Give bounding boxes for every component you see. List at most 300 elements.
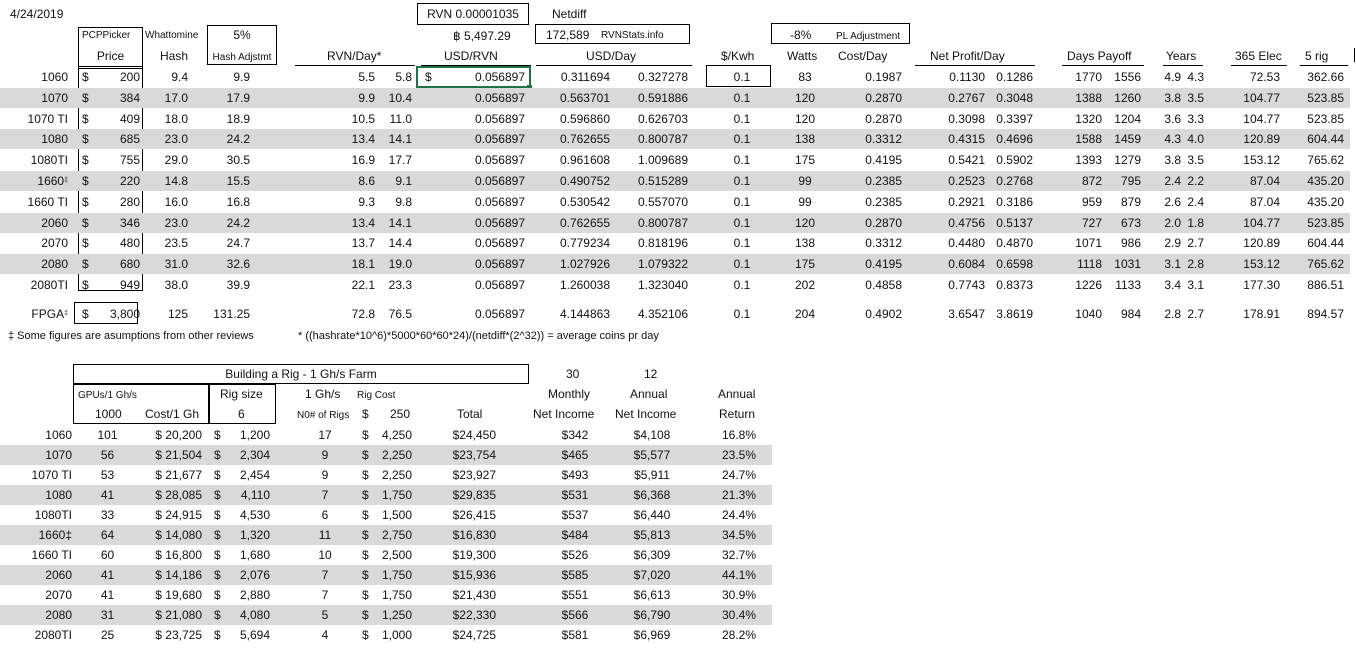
cell-usdrvn[interactable]: 0.056897 bbox=[474, 307, 525, 321]
cell-d1[interactable]: 1118 bbox=[1077, 257, 1102, 272]
cell-usdrvn[interactable]: 0.056897 bbox=[474, 90, 525, 105]
hdr-elec[interactable]: 365 Elec bbox=[1235, 49, 1282, 63]
cell-usdrvn[interactable]: 0.056897 bbox=[474, 236, 525, 251]
cell-y2[interactable]: 1.8 bbox=[1187, 215, 1204, 230]
cell-rvn2[interactable]: 14.1 bbox=[388, 132, 412, 147]
farm-cost[interactable]: $ 16,800 bbox=[155, 548, 202, 562]
cell-y1[interactable]: 3.8 bbox=[1164, 153, 1181, 168]
cell-price[interactable]: 409 bbox=[119, 111, 140, 126]
cell-elec[interactable]: 72.53 bbox=[1249, 70, 1280, 84]
netdiff-value[interactable]: 172,589 bbox=[546, 28, 590, 42]
cell-elec[interactable]: 87.04 bbox=[1249, 174, 1280, 188]
cell-d2[interactable]: 1260 bbox=[1114, 90, 1141, 105]
pl-label[interactable]: PL Adjustment bbox=[836, 31, 901, 42]
cell-rig[interactable]: 435.20 bbox=[1307, 174, 1344, 188]
cell-price[interactable]: 949 bbox=[119, 278, 140, 292]
cell-d1[interactable]: 1040 bbox=[1075, 307, 1102, 321]
farm-rig-cost[interactable]: 2,250 bbox=[381, 448, 412, 462]
farm-rig-price[interactable]: 2,076 bbox=[239, 568, 270, 582]
farm-monthly[interactable]: $537 bbox=[561, 508, 589, 522]
farm-hdr-rigsize[interactable]: Rig size bbox=[220, 387, 263, 401]
note-assumptions[interactable]: ‡ Some figures are asumptions from other reviews bbox=[8, 330, 254, 342]
cell-np1[interactable]: 0.3098 bbox=[948, 111, 985, 126]
cell-usd1[interactable]: 0.311694 bbox=[560, 70, 610, 84]
hdr-years[interactable]: Years bbox=[1166, 49, 1197, 63]
gpu-name[interactable]: 1070 TI bbox=[27, 111, 68, 126]
cell-y1[interactable]: 3.6 bbox=[1164, 111, 1181, 126]
cell-rvn1[interactable]: 8.6 bbox=[358, 174, 375, 188]
cell-usd1[interactable]: 0.762655 bbox=[559, 215, 610, 230]
cell-y2[interactable]: 4.0 bbox=[1187, 132, 1204, 147]
cell-hash[interactable]: 29.0 bbox=[164, 153, 188, 168]
cell-rig[interactable]: 523.85 bbox=[1307, 90, 1344, 105]
cell-d2[interactable]: 879 bbox=[1120, 194, 1141, 209]
cell-d2[interactable]: 986 bbox=[1120, 236, 1141, 251]
cell-np2[interactable]: 0.4696 bbox=[996, 132, 1033, 147]
farm-hdr-250[interactable]: 250 bbox=[390, 407, 411, 421]
cell-rvn2[interactable]: 9.8 bbox=[395, 194, 412, 209]
cell-usd1[interactable]: 1.260038 bbox=[559, 278, 610, 292]
hdr-net-profit[interactable]: Net Profit/Day bbox=[930, 49, 1005, 63]
farm-hdr-total[interactable]: Total bbox=[457, 407, 483, 421]
farm-annual[interactable]: $6,613 bbox=[633, 588, 671, 602]
farm-gpu-name[interactable]: 1660 TI bbox=[31, 548, 72, 562]
cell-hash[interactable]: 31.0 bbox=[164, 257, 188, 272]
farm-nrigs[interactable]: 9 bbox=[321, 468, 329, 482]
cell-rig[interactable]: 523.85 bbox=[1307, 111, 1344, 126]
farm-annual[interactable]: $6,440 bbox=[633, 508, 671, 522]
cell-hash[interactable]: 14.8 bbox=[164, 174, 188, 188]
cell-rig[interactable]: 604.44 bbox=[1307, 236, 1344, 251]
cell-np2[interactable]: 0.3397 bbox=[996, 111, 1033, 126]
farm-gpus[interactable]: 60 bbox=[100, 548, 115, 562]
cell-elec[interactable]: 120.89 bbox=[1243, 236, 1280, 251]
cell-np2[interactable]: 0.2768 bbox=[996, 174, 1033, 188]
cell-hadj[interactable]: 18.9 bbox=[226, 111, 250, 126]
hdr-cost-day[interactable]: Cost/Day bbox=[838, 49, 888, 63]
cell-elec[interactable]: 153.12 bbox=[1243, 153, 1280, 168]
cell-y2[interactable]: 2.4 bbox=[1187, 194, 1204, 209]
gpu-name[interactable]: 1080 bbox=[41, 132, 68, 147]
cell-np2[interactable]: 0.5902 bbox=[996, 153, 1033, 168]
farm-annual[interactable]: $7,020 bbox=[633, 568, 671, 582]
cell-d1[interactable]: 727 bbox=[1081, 215, 1102, 230]
farm-monthly[interactable]: $531 bbox=[561, 488, 589, 502]
cell-watts[interactable]: 138 bbox=[794, 236, 816, 251]
cell-rvn2[interactable]: 14.1 bbox=[388, 215, 412, 230]
cell-usd2[interactable]: 0.327278 bbox=[637, 70, 688, 84]
farm-cost[interactable]: $ 28,085 bbox=[155, 488, 202, 502]
cell-y2[interactable]: 2.8 bbox=[1187, 257, 1204, 272]
farm-rig-price[interactable]: 2,880 bbox=[239, 588, 270, 602]
farm-return[interactable]: 24.4% bbox=[721, 508, 757, 522]
farm-nrigs[interactable]: 7 bbox=[321, 588, 329, 602]
cell-y2[interactable]: 2.7 bbox=[1187, 307, 1204, 321]
cell-hadj[interactable]: 24.2 bbox=[226, 132, 250, 147]
cell-np2[interactable]: 0.3186 bbox=[996, 194, 1033, 209]
farm-gpus[interactable]: 25 bbox=[100, 628, 115, 642]
farm-return[interactable]: 28.2% bbox=[721, 628, 757, 642]
cell-np2[interactable]: 0.6598 bbox=[996, 257, 1033, 272]
cell-rig[interactable]: 362.66 bbox=[1307, 70, 1344, 84]
farm-return[interactable]: 21.3% bbox=[721, 488, 757, 502]
cell-watts[interactable]: 175 bbox=[794, 153, 816, 168]
cell-y1[interactable]: 4.9 bbox=[1164, 70, 1181, 84]
farm-hdr-netincome[interactable]: Net Income bbox=[533, 407, 595, 421]
cell-price[interactable]: 346 bbox=[119, 215, 140, 230]
farm-hdr-annual2[interactable]: Annual bbox=[718, 387, 756, 401]
cell-cost[interactable]: 0.3312 bbox=[865, 236, 902, 251]
farm-total[interactable]: $16,830 bbox=[452, 528, 496, 542]
cell-rig[interactable]: 886.51 bbox=[1307, 278, 1344, 292]
cell-y2[interactable]: 4.3 bbox=[1187, 70, 1204, 84]
farm-monthly[interactable]: $566 bbox=[561, 608, 589, 622]
farm-gpu-name[interactable]: 1070 TI bbox=[31, 468, 72, 482]
cell-d2[interactable]: 673 bbox=[1120, 215, 1141, 230]
cell-kwh[interactable]: 0.1 bbox=[733, 174, 751, 188]
cell-y1[interactable]: 2.0 bbox=[1164, 215, 1181, 230]
cell-kwh[interactable]: 0.1 bbox=[733, 132, 751, 147]
cell-d2[interactable]: 984 bbox=[1120, 307, 1141, 321]
cell-cost[interactable]: 0.1987 bbox=[865, 70, 902, 84]
cell-kwh[interactable]: 0.1 bbox=[733, 215, 751, 230]
cell-price[interactable]: 3,800 bbox=[109, 307, 140, 321]
farm-total[interactable]: $21,430 bbox=[452, 588, 496, 602]
farm-gpus[interactable]: 101 bbox=[97, 428, 118, 442]
farm-gpus[interactable]: 41 bbox=[100, 488, 115, 502]
farm-return[interactable]: 23.5% bbox=[721, 448, 757, 462]
cell-rvn2[interactable]: 11.0 bbox=[389, 111, 412, 126]
cell-elec[interactable]: 153.12 bbox=[1243, 257, 1280, 272]
cell-price[interactable]: 755 bbox=[119, 153, 140, 168]
cell-price[interactable]: 685 bbox=[119, 132, 140, 147]
farm-nrigs[interactable]: 9 bbox=[321, 448, 329, 462]
farm-hdr-1000[interactable]: 1000 bbox=[95, 407, 122, 421]
farm-total[interactable]: $23,754 bbox=[452, 448, 496, 462]
cell-rig[interactable]: 523.85 bbox=[1307, 215, 1344, 230]
cell-usd1[interactable]: 1.027926 bbox=[559, 257, 610, 272]
cell-usd1[interactable]: 0.490752 bbox=[559, 174, 610, 188]
farm-annual[interactable]: $5,911 bbox=[634, 468, 670, 482]
farm-annual[interactable]: $4,108 bbox=[633, 428, 671, 442]
cell-y2[interactable]: 3.1 bbox=[1187, 278, 1204, 292]
farm-nrigs[interactable]: 4 bbox=[321, 628, 329, 642]
farm-gpus[interactable]: 56 bbox=[100, 448, 115, 462]
cell-rig[interactable]: 435.20 bbox=[1307, 194, 1344, 209]
farm-gpus[interactable]: 33 bbox=[100, 508, 115, 522]
cell-kwh[interactable]: 0.1 bbox=[733, 70, 751, 84]
farm-return[interactable]: 30.9% bbox=[721, 588, 757, 602]
cell-y1[interactable]: 2.6 bbox=[1164, 194, 1181, 209]
hdr-kwh[interactable]: $/Kwh bbox=[721, 49, 755, 63]
cell-watts[interactable]: 120 bbox=[794, 111, 816, 126]
cell-hash[interactable]: 38.0 bbox=[164, 278, 188, 292]
cell-hash[interactable]: 17.0 bbox=[164, 90, 188, 105]
cell-d1[interactable]: 872 bbox=[1081, 174, 1102, 188]
hdr-usd-day[interactable]: USD/Day bbox=[586, 49, 637, 63]
cell-usd2[interactable]: 1.009689 bbox=[637, 153, 688, 168]
cell-elec[interactable]: 104.77 bbox=[1243, 90, 1280, 105]
cell-rvn1[interactable]: 13.4 bbox=[351, 132, 375, 147]
cell-usdrvn[interactable]: 0.056897 bbox=[474, 70, 525, 84]
cell-watts[interactable]: 99 bbox=[798, 194, 812, 209]
cell-y2[interactable]: 3.5 bbox=[1187, 90, 1204, 105]
farm-gpus[interactable]: 41 bbox=[100, 568, 115, 582]
cell-rig[interactable]: 765.62 bbox=[1307, 257, 1344, 272]
hash-adj-pct[interactable]: 5% bbox=[233, 28, 251, 42]
cell-cost[interactable]: 0.4902 bbox=[865, 307, 902, 321]
farm-rig-price[interactable]: 2,304 bbox=[239, 448, 270, 462]
cell-rvn2[interactable]: 10.4 bbox=[388, 90, 412, 105]
cell-y1[interactable]: 3.8 bbox=[1164, 90, 1181, 105]
cell-d2[interactable]: 1279 bbox=[1114, 153, 1141, 168]
cell-hash[interactable]: 9.4 bbox=[171, 70, 188, 84]
cell-cost[interactable]: 0.2385 bbox=[865, 194, 902, 209]
cell-usdrvn[interactable]: 0.056897 bbox=[474, 132, 525, 147]
farm-gpu-name[interactable]: 1660‡ bbox=[38, 528, 72, 542]
cell-hash[interactable]: 125 bbox=[167, 307, 188, 321]
gpu-name[interactable]: FPGA‡ bbox=[31, 307, 68, 321]
cell-kwh[interactable]: 0.1 bbox=[733, 111, 751, 126]
cell-d2[interactable]: 1031 bbox=[1114, 257, 1141, 272]
cell-elec[interactable]: 104.77 bbox=[1243, 215, 1280, 230]
farm-return[interactable]: 30.4% bbox=[721, 608, 757, 622]
cell-elec[interactable]: 104.77 bbox=[1243, 111, 1280, 126]
farm-total[interactable]: $22,330 bbox=[452, 608, 496, 622]
cell-usdrvn[interactable]: 0.056897 bbox=[474, 153, 525, 168]
gpu-name[interactable]: 1070 bbox=[41, 90, 68, 105]
cell-watts[interactable]: 99 bbox=[798, 174, 812, 188]
cell-y2[interactable]: 2.7 bbox=[1187, 236, 1204, 251]
farm-title[interactable]: Building a Rig - 1 Gh/s Farm bbox=[225, 367, 377, 381]
cell-price[interactable]: 280 bbox=[119, 194, 140, 209]
cell-elec[interactable]: 177.30 bbox=[1243, 278, 1280, 292]
cell-hadj[interactable]: 32.6 bbox=[226, 257, 250, 272]
farm-gpus[interactable]: 64 bbox=[100, 528, 115, 542]
farm-rig-cost[interactable]: 4,250 bbox=[381, 428, 412, 442]
farm-cost[interactable]: $ 20,200 bbox=[155, 428, 202, 442]
cell-cost[interactable]: 0.4195 bbox=[865, 257, 902, 272]
farm-monthly[interactable]: $493 bbox=[561, 468, 589, 482]
cell-kwh[interactable]: 0.1 bbox=[733, 153, 751, 168]
farm-rig-cost[interactable]: 2,500 bbox=[381, 548, 412, 562]
cell-usdrvn[interactable]: 0.056897 bbox=[474, 194, 525, 209]
cell-hadj[interactable]: 30.5 bbox=[226, 153, 250, 168]
farm-total[interactable]: $23,927 bbox=[452, 468, 496, 482]
cell-usd1[interactable]: 0.530542 bbox=[559, 194, 610, 209]
farm-rig-cost[interactable]: 1,500 bbox=[381, 508, 412, 522]
farm-cost[interactable]: $ 19,680 bbox=[155, 588, 202, 602]
cell-np2[interactable]: 3.8619 bbox=[996, 307, 1033, 321]
note-formula[interactable]: * ((hashrate*10^6)*5000*60*60*24)/(netdiff*(2^32)) = average coins pr day bbox=[298, 330, 659, 342]
cell-d1[interactable]: 1388 bbox=[1075, 90, 1102, 105]
cell-d1[interactable]: 959 bbox=[1081, 194, 1102, 209]
cell-price[interactable]: 680 bbox=[119, 257, 140, 272]
farm-nrigs[interactable]: 6 bbox=[321, 508, 329, 522]
farm-hdr-1ghs[interactable]: 1 Gh/s bbox=[305, 387, 341, 401]
cell-y2[interactable]: 2.2 bbox=[1187, 174, 1204, 188]
farm-gpu-name[interactable]: 1070 bbox=[45, 448, 72, 462]
farm-rig-cost[interactable]: 1,000 bbox=[381, 628, 412, 642]
farm-gpu-name[interactable]: 2080TI bbox=[34, 628, 72, 642]
cell-cost[interactable]: 0.4195 bbox=[865, 153, 902, 168]
cell-y2[interactable]: 3.5 bbox=[1187, 153, 1204, 168]
cell-usd1[interactable]: 4.144863 bbox=[559, 307, 610, 321]
cell-d1[interactable]: 1393 bbox=[1075, 153, 1102, 168]
farm-rig-cost[interactable]: 1,250 bbox=[381, 608, 412, 622]
pcppicker-label[interactable]: PCPPicker bbox=[82, 30, 131, 41]
cell-hadj[interactable]: 24.2 bbox=[226, 215, 250, 230]
cell-rvn1[interactable]: 72.8 bbox=[351, 307, 375, 321]
cell-usd2[interactable]: 0.515289 bbox=[637, 174, 688, 188]
farm-hdr-rigcost[interactable]: Rig Cost bbox=[357, 390, 396, 401]
hdr-5rig[interactable]: 5 rig bbox=[1305, 49, 1329, 63]
cell-y1[interactable]: 3.4 bbox=[1164, 278, 1181, 292]
cell-np1[interactable]: 0.2921 bbox=[948, 194, 985, 209]
farm-annual[interactable]: $6,790 bbox=[633, 608, 671, 622]
cell-usd2[interactable]: 1.079322 bbox=[637, 257, 688, 272]
farm-monthly[interactable]: $465 bbox=[561, 448, 589, 462]
farm-rig-cost[interactable]: 2,250 bbox=[381, 468, 412, 482]
cell-watts[interactable]: 120 bbox=[794, 90, 816, 105]
cell-kwh[interactable]: 0.1 bbox=[733, 194, 751, 209]
cell-elec[interactable]: 120.89 bbox=[1243, 132, 1280, 147]
cell-usd2[interactable]: 0.626703 bbox=[637, 111, 688, 126]
hdr-days-payoff[interactable]: Days Payoff bbox=[1067, 49, 1132, 63]
cell-price[interactable]: 384 bbox=[119, 90, 140, 105]
hdr-price[interactable]: Price bbox=[96, 49, 125, 63]
cell-cost[interactable]: 0.2870 bbox=[865, 215, 902, 230]
cell-hash[interactable]: 23.0 bbox=[164, 215, 188, 230]
farm-rig-price[interactable]: 2,454 bbox=[239, 468, 270, 482]
cell-hadj[interactable]: 39.9 bbox=[226, 278, 250, 292]
cell-watts[interactable]: 120 bbox=[794, 215, 816, 230]
cell-rvn2[interactable]: 5.8 bbox=[395, 70, 412, 84]
farm-gpu-name[interactable]: 1080 bbox=[45, 488, 72, 502]
cell-rvn1[interactable]: 13.7 bbox=[351, 236, 375, 251]
cell-np1[interactable]: 0.4315 bbox=[948, 132, 985, 147]
cell-d1[interactable]: 1588 bbox=[1075, 132, 1102, 147]
farm-nrigs[interactable]: 10 bbox=[318, 548, 332, 562]
cell-rvn2[interactable]: 17.7 bbox=[388, 153, 412, 168]
farm-nrigs[interactable]: 17 bbox=[318, 428, 332, 442]
farm-gpus[interactable]: 53 bbox=[100, 468, 115, 482]
farm-cost[interactable]: $ 23,725 bbox=[155, 628, 202, 642]
cell-price[interactable]: 480 bbox=[119, 236, 140, 251]
farm-total[interactable]: $24,725 bbox=[452, 628, 496, 642]
cell-watts[interactable]: 138 bbox=[794, 132, 816, 147]
farm-rig-price[interactable]: 4,530 bbox=[239, 508, 270, 522]
cell-np1[interactable]: 0.2523 bbox=[948, 174, 985, 188]
cell-hadj[interactable]: 24.7 bbox=[226, 236, 250, 251]
cell-np1[interactable]: 0.6084 bbox=[948, 257, 985, 272]
gpu-name[interactable]: 2070 bbox=[41, 236, 68, 251]
farm-cost[interactable]: $ 21,504 bbox=[155, 448, 202, 462]
cell-elec[interactable]: 178.91 bbox=[1243, 307, 1280, 321]
cell-usdrvn[interactable]: 0.056897 bbox=[474, 174, 525, 188]
farm-rig-price[interactable]: 5,694 bbox=[239, 628, 270, 642]
cell-usd1[interactable]: 0.779234 bbox=[559, 236, 610, 251]
cell-usd2[interactable]: 0.800787 bbox=[637, 215, 688, 230]
cell-y1[interactable]: 4.3 bbox=[1164, 132, 1181, 147]
cell-hadj[interactable]: 9.9 bbox=[233, 70, 250, 84]
hdr-rvn-day[interactable]: RVN/Day* bbox=[327, 49, 382, 63]
rvn-price[interactable]: RVN 0.00001035 bbox=[427, 7, 519, 21]
farm-rig-cost[interactable]: 1,750 bbox=[381, 568, 412, 582]
farm-cost[interactable]: $ 24,915 bbox=[155, 508, 202, 522]
farm-return[interactable]: 44.1% bbox=[721, 568, 757, 582]
cell-kwh[interactable]: 0.1 bbox=[733, 90, 751, 105]
hdr-usd-rvn[interactable]: USD/RVN bbox=[444, 49, 498, 63]
farm-monthly[interactable]: $581 bbox=[561, 628, 589, 642]
farm-annual[interactable]: $6,969 bbox=[633, 628, 671, 642]
cell-d1[interactable]: 1320 bbox=[1075, 111, 1102, 126]
farm-annual[interactable]: $5,577 bbox=[633, 448, 671, 462]
cell-usdrvn[interactable]: 0.056897 bbox=[474, 111, 525, 126]
cell-hash[interactable]: 23.0 bbox=[164, 132, 188, 147]
farm-nrigs[interactable]: 7 bbox=[321, 488, 329, 502]
cell-y1[interactable]: 3.1 bbox=[1164, 257, 1181, 272]
cell-np2[interactable]: 0.5137 bbox=[996, 215, 1033, 230]
cell-hadj[interactable]: 16.8 bbox=[226, 194, 250, 209]
cell-kwh[interactable]: 0.1 bbox=[733, 257, 751, 272]
farm-hdr-monthly[interactable]: Monthly bbox=[548, 387, 591, 401]
farm-hdr-6[interactable]: 6 bbox=[238, 407, 245, 421]
cell-price[interactable]: 200 bbox=[119, 70, 140, 84]
cell-usd2[interactable]: 0.557070 bbox=[637, 194, 688, 209]
netdiff-label[interactable]: Netdiff bbox=[552, 7, 587, 21]
cell-usdrvn[interactable]: 0.056897 bbox=[474, 215, 525, 230]
farm-monthly[interactable]: $342 bbox=[561, 428, 589, 442]
gpu-name[interactable]: 1060 bbox=[41, 70, 68, 84]
cell-rvn1[interactable]: 22.1 bbox=[351, 278, 375, 292]
farm-cost[interactable]: $ 21,080 bbox=[155, 608, 202, 622]
cell-d2[interactable]: 1204 bbox=[1114, 111, 1141, 126]
farm-rig-price[interactable]: 1,200 bbox=[239, 428, 270, 442]
cell-np1[interactable]: 0.5421 bbox=[948, 153, 985, 168]
farm-hdr-gpus[interactable]: GPUs/1 Gh/s bbox=[78, 390, 137, 401]
cell-rvn2[interactable]: 9.1 bbox=[395, 174, 412, 188]
gpu-name[interactable]: 2060 bbox=[41, 215, 68, 230]
farm-rig-cost[interactable]: 2,750 bbox=[381, 528, 412, 542]
cell-cost[interactable]: 0.2870 bbox=[865, 90, 902, 105]
farm-gpu-name[interactable]: 2060 bbox=[45, 568, 72, 582]
cell-d2[interactable]: 1459 bbox=[1114, 132, 1141, 147]
farm-return[interactable]: 32.7% bbox=[721, 548, 757, 562]
cell-price[interactable]: 220 bbox=[119, 174, 140, 188]
cell-usdrvn[interactable]: 0.056897 bbox=[474, 257, 525, 272]
cell-d1[interactable]: 1071 bbox=[1075, 236, 1102, 251]
cell-rvn1[interactable]: 5.5 bbox=[358, 70, 375, 84]
cell-d2[interactable]: 1133 bbox=[1115, 278, 1141, 292]
farm-return[interactable]: 34.5% bbox=[721, 528, 757, 542]
cell-rvn2[interactable]: 23.3 bbox=[388, 278, 412, 292]
gpu-name[interactable]: 1660‡ bbox=[37, 174, 68, 188]
hdr-watts[interactable]: Watts bbox=[787, 49, 818, 63]
cell-d2[interactable]: 795 bbox=[1120, 174, 1141, 188]
cell-rvn2[interactable]: 19.0 bbox=[388, 257, 412, 272]
cell-usd1[interactable]: 0.563701 bbox=[559, 90, 610, 105]
farm-return[interactable]: 16.8% bbox=[721, 428, 757, 442]
farm-cost[interactable]: $ 14,080 bbox=[155, 528, 202, 542]
cell-hadj[interactable]: 15.5 bbox=[226, 174, 250, 188]
cell-hadj[interactable]: 131.25 bbox=[213, 307, 250, 321]
cell-rvn1[interactable]: 9.9 bbox=[358, 90, 375, 105]
farm-cost[interactable]: $ 21,677 bbox=[155, 468, 202, 482]
gpu-name[interactable]: 1080TI bbox=[30, 153, 68, 168]
farm-total[interactable]: $26,415 bbox=[452, 508, 496, 522]
cell-rvn1[interactable]: 10.5 bbox=[351, 111, 375, 126]
